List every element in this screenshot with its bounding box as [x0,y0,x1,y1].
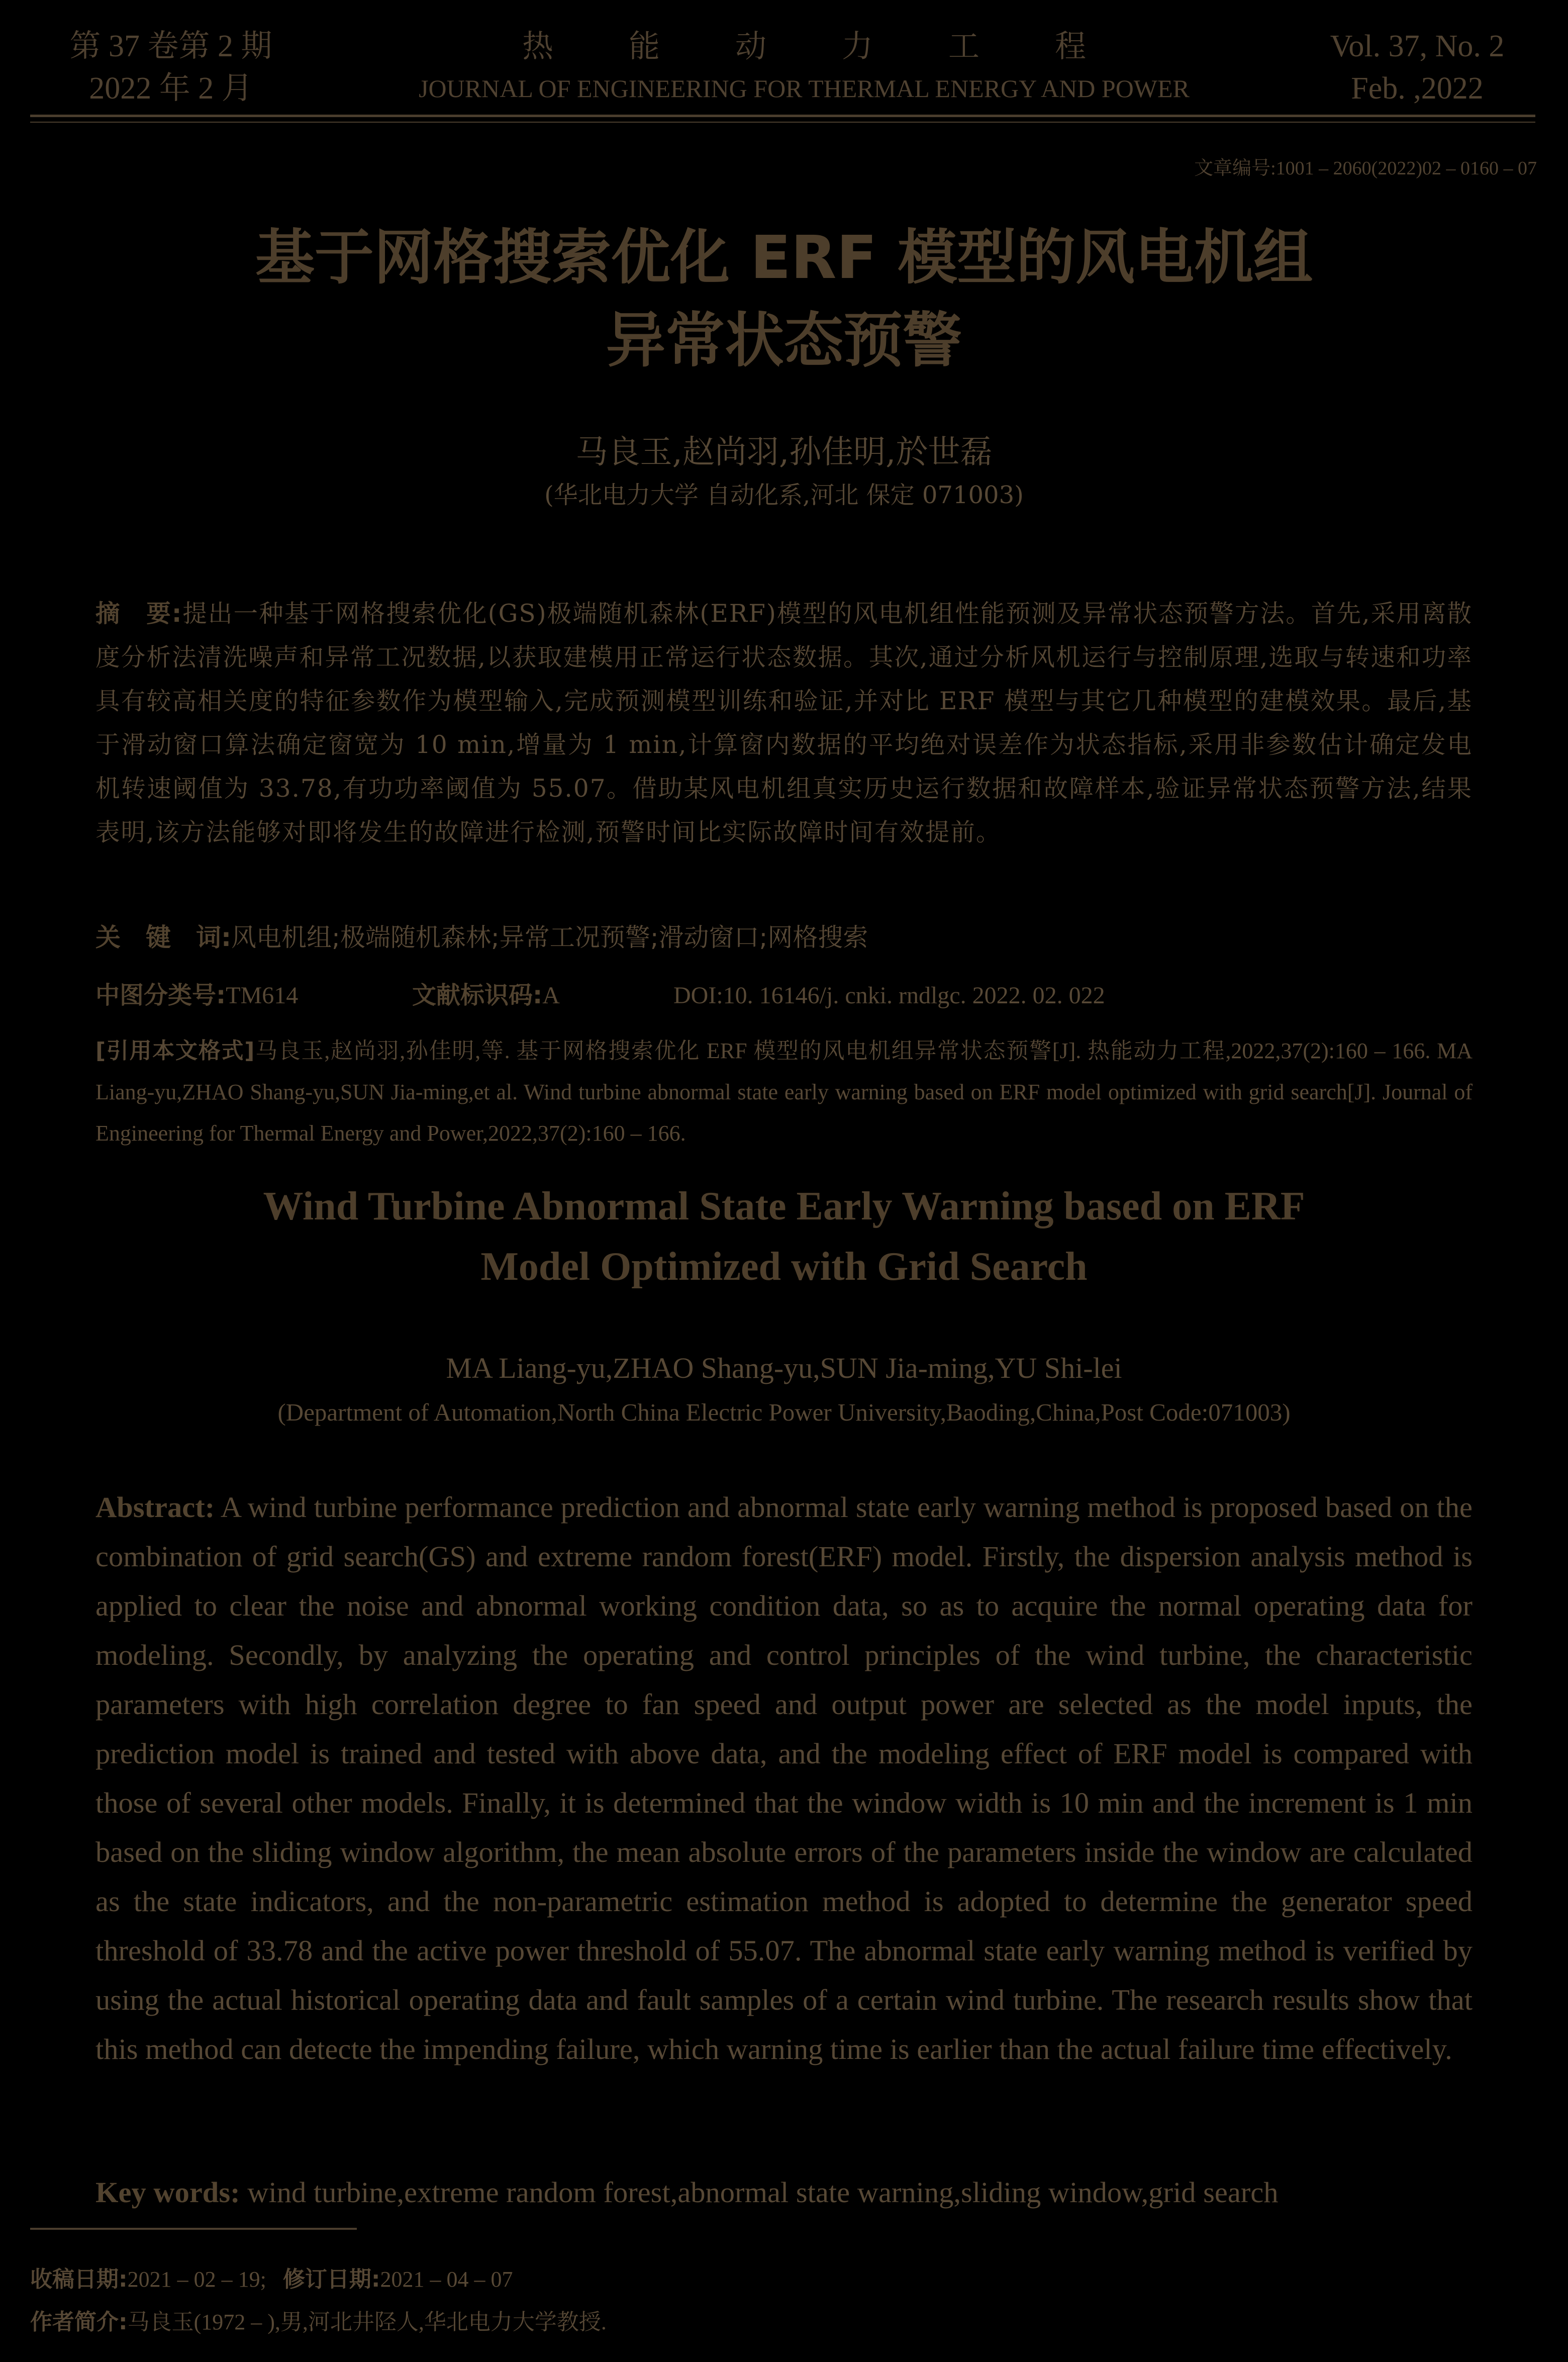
cn-abstract-text: 提出一种基于网格搜索优化(GS)极端随机森林(ERF)模型的风电机组性能预测及异常状态预警方法。首先,采用离散度分析法清洗噪声和异常工况数据,以获取建模用正常运行状态数据。其次,通过分析风机运行与控制原理,选取与转速和功率具有较高相关度的特征参数作为模型输入,完成预测模型训练和验证,并对比 ERF 模型与其它几种模型的建模效果。最后,基于滑动窗口算法确定窗宽为 10 min,增量为 1 min,计算窗内数据的平均绝对误差作为状态指标,采用非参数估计确定发电机转速阈值为 33.78,有功功率阈值为 55.07。借助某风电机组真实历史运行数据和故障样本,验证异常状态预警方法,结果表明,该方法能够对即将发生的故障进行检测,预警时间比实际故障时间有效提前。 [95,600,1473,846]
doi: DOI:10. 16146/j. cnki. rndlgc. 2022. 02. 022 [673,982,1105,1009]
header-volume-cn [60,25,281,110]
cn-abstract-label: 摘 要: [95,600,183,628]
cn-authors: 马良玉,赵尚羽,孙佳明,於世磊 [575,434,993,471]
received-date: 2021 – 02 – 19; [127,2267,266,2292]
header-volume-en-text: Vol. 37, No. 2 [1330,29,1505,63]
footnote-author [30,2307,1488,2337]
revised-label: 修订日期: [282,2266,380,2292]
en-keywords-text: wind turbine,extreme random forest,abnormal state warning,sliding window,grid search [240,2176,1279,2209]
footnote-dates [30,2264,1488,2295]
header-rule-thin [30,122,1535,123]
header-rule-thick [30,115,1535,117]
en-keywords [95,2172,1473,2213]
author-bio: 马良玉(1972 – ),男,河北井陉人,华北电力大学教授. [127,2310,607,2334]
en-title-line2: Model Optimized with Grid Search [480,1245,1088,1289]
cn-title-line2: 异常状态预警 [606,306,962,375]
en-affiliation: (Department of Automation,North China Electric Power University,Baoding,China,Post Code:071003) [277,1398,1291,1426]
en-title [101,1176,1467,1297]
header-date-en: Feb. ,2022 [1351,71,1484,106]
footnote-rule [30,2228,357,2230]
clc-value: TM614 [226,982,299,1009]
revised-date: 2021 – 04 – 07 [380,2267,513,2292]
cn-title-line1: 基于网格搜索优化 ERF 模型的风电机组 [255,223,1313,292]
doc-code-label: 文献标识码: [412,981,543,1009]
header-volume-en [1302,25,1533,110]
citation-text: 马良玉,赵尚羽,孙佳明,等. 基于网格搜索优化 ERF 模型的风电机组异常状态预警[J]. 热能动力工程,2022,37(2):160 – 166. MA Liang-yu,ZHAO Shang-yu,SUN Jia-ming,et al. Wind turbine abnormal state early warning based on ERF model optimized with grid search[J]. Journal of Engineering for Thermal Energy and Power,2022,37(2):160 – 166. [95,1038,1473,1146]
cn-keywords [95,920,1473,955]
citation-format [95,1030,1473,1154]
en-keywords-label: Key words: [95,2176,240,2209]
cn-abstract [95,592,1473,855]
en-abstract [95,1483,1473,2074]
cn-affiliation: (华北电力大学 自动化系,河北 保定 071003) [544,481,1024,509]
article-number: 文章编号:1001 – 2060(2022)02 – 0160 – 07 [1194,158,1537,179]
en-abstract-text: A wind turbine performance prediction and abnormal state early warning method is proposed based on the combination of grid search(GS) and extreme random forest(ERF) model. Firstly, the dispersion analysis method is applied to clear the noise and abnormal working condition data, so as to acquire the normal operating data for modeling. Secondly, by analyzing the operating and control principles of the wind turbine, the characteristic parameters with high correlation degree to fan speed and output power are selected as the model inputs, the prediction model is trained and tested with above data, and the modeling effect of ERF model is compared with those of several other models. Finally, it is determined that the window width is 10 min and the increment is 1 min based on the sliding window algorithm, the mean absolute errors of the parameters inside the window are calculated as the state indicators, and the non-parametric estimation method is adopted to determine the generator speed threshold of 33.78 and the active power threshold of 55.07. The abnormal state early warning method is verified by using the actual historical operating data and fault samples of a certain wind turbine. The research results show that this method can detecte the impending failure, which warning time is earlier than the actual failure time effectively. [95,1491,1473,2065]
citation-label: [引用本文格式] [95,1038,255,1064]
journal-name-cn: 热能动力工程 [522,28,1161,64]
en-title-line1: Wind Turbine Abnormal State Early Warning based on ERF [263,1184,1305,1229]
cn-keywords-text: 风电机组;极端随机森林;异常工况预警;滑动窗口;网格搜索 [231,923,868,952]
doc-code-value: A [542,982,560,1009]
author-bio-label: 作者简介: [30,2309,128,2335]
header-journal [352,25,1256,110]
doc-code-block [412,979,673,1012]
en-authors: MA Liang-yu,ZHAO Shang-yu,SUN Jia-ming,YU Shi-lei [446,1352,1122,1384]
classification-line [95,979,1473,1012]
clc-block [95,979,412,1012]
en-abstract-label: Abstract: [95,1491,215,1524]
journal-name-en: JOURNAL OF ENGINEERING FOR THERMAL ENERGY AND POWER [419,74,1190,103]
cn-keywords-label: 关 键 词: [95,923,231,952]
header-volume-cn-text: 第 37 卷第 2 期 [69,29,272,63]
cn-title [101,216,1467,382]
clc-label: 中图分类号: [95,981,226,1009]
received-label: 收稿日期: [30,2266,128,2292]
header-date-cn: 2022 年 2 月 [89,71,253,106]
